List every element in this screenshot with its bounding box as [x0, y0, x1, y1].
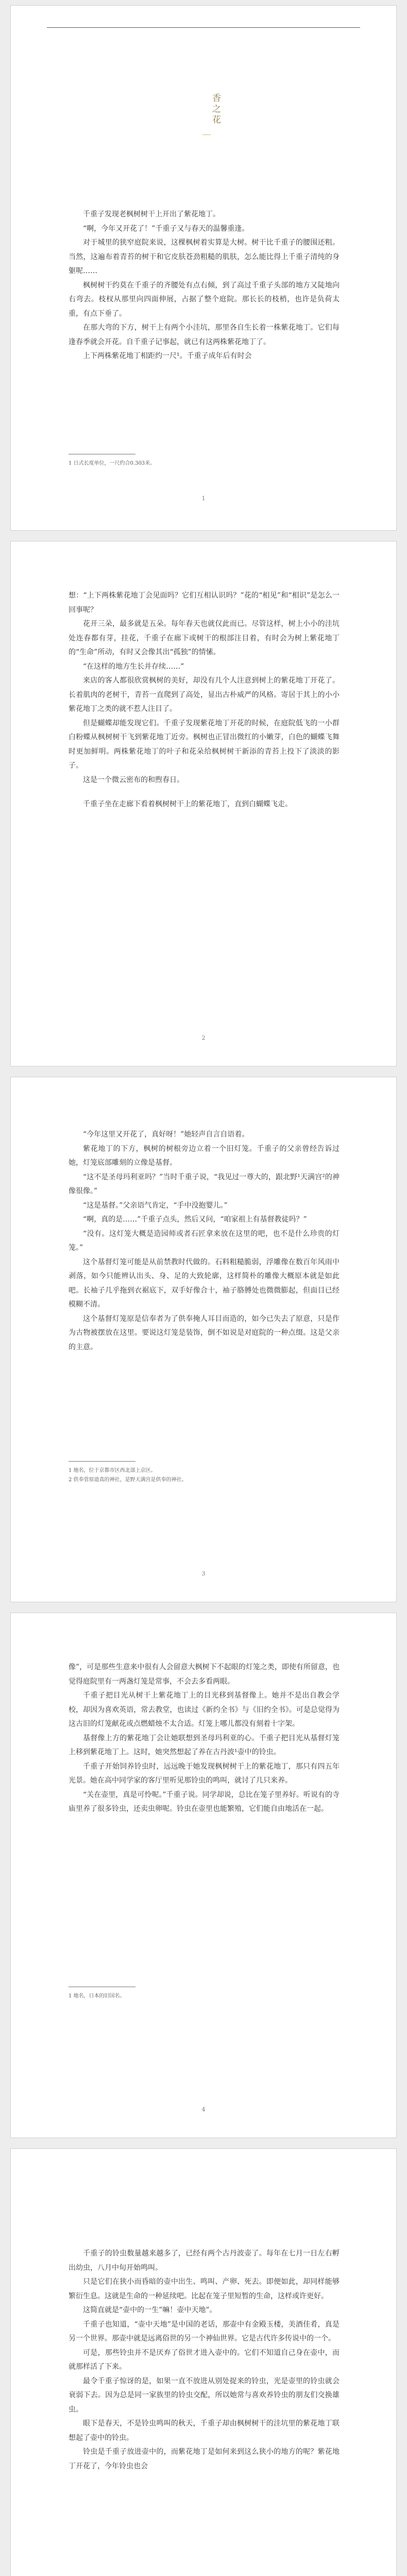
- page-number: 1: [201, 495, 206, 502]
- body-paragraph: 这是一个微云密布的和煦春日。: [83, 775, 184, 784]
- footnote: 1 地名，日本的旧国名。: [69, 1993, 125, 1999]
- page-1: [10, 5, 397, 531]
- footnotes: [69, 1992, 340, 2001]
- body-paragraph: 紫花地丁的下方，枫树的树根旁边立着一个旧灯笼。千重子的父亲曾经告诉过她，灯笼底部雕刻的立像是基督。: [69, 1144, 340, 1167]
- body-paragraph: “啊，今年又开花了！”千重子又与春天的温馨重逢。: [83, 224, 249, 233]
- section-break: [69, 787, 340, 798]
- body-paragraph: 最令千重子惊讶的是，如果一直不放进从别处捉来的铃虫，光是壶里的铃虫就会衰弱下去。因为总是同一家族里的铃虫交配，所以她常与喜欢养铃虫的朋友们交换雄虫。: [69, 2377, 340, 2414]
- body-paragraph: 上下两株紫花地丁相距约一尺¹。千重子成年后有时会: [83, 352, 252, 360]
- body-paragraph: 千重子开始饲养铃虫时，远远晚于她发现枫树树干上的紫花地丁，那只有四五年光景。她在高中同学家的客厅里听见那铃虫的鸣叫，就讨了几只来养。: [69, 1762, 340, 1785]
- body-paragraph: 花开三朵，最多就是五朵。每年春天也就仅此而已。尽管这样，树上小小的洼坑处连春都有芽，挂花，千重子在廊下或树干的根部注目着，有时会为树上紫花地丁的“生命”所动，有时又会像其出“孤独”的情愫。: [69, 620, 340, 656]
- page-2: [10, 541, 397, 1066]
- page-body: [69, 1660, 340, 1817]
- body-paragraph: 千重子也知道，“壶中天地”是中国的老话，那壶中有金殿玉楼，美酒佳肴，真是另一个世界。那壶中就是远离俗世的另一个神仙世界。它是古代许多传说中的一个。: [69, 2320, 340, 2343]
- body-paragraph: 但是蝴蝶却能发现它们。千重子发现紫花地丁开花的时候，在庭院低飞的一小群白粉蝶从枫树树干飞到紫花地丁近旁。枫树也正冒出微红的小嫩芽，白色的蝴蝶飞舞时更加鲜明。两株紫花地丁的叶子和花朵给枫树树干新添的青苔上投下了淡淡的影子。: [69, 719, 340, 770]
- body-paragraph: “今年这里又开花了，真好呀！”她轻声自言自语着。: [83, 1130, 249, 1139]
- footnote: 1 地名，位于京都市区西北部上京区。: [69, 1468, 156, 1473]
- body-paragraph: 这个基督灯笼可能是从前禁教时代做的。石料粗糙脆弱，浮雕像在数百年风雨中剥落，如今只能辨认出头、身、足的大致轮廓，这样简朴的雕像大概原本就是如此吧。长袖子几乎拖到衣裾底下，双手好像合十，袖子胳膊处也微微膨起，但面目已经模糊不清。: [69, 1258, 340, 1309]
- page-body: [69, 589, 340, 812]
- body-paragraph: “关在壶里，真是可怜呢。”千重子说。同学却说，总比在笼子里养好。听说有的寺庙里养了很多铃虫，还卖虫卵呢。铃虫在壶里也能繁殖，它们能自由地活在一起。: [69, 1790, 340, 1813]
- footnote-rule: [69, 1461, 135, 1462]
- body-paragraph: 千重子坐在走廊下看着枫树树干上的紫花地丁，直到白蝴蝶飞走。: [83, 800, 292, 808]
- page-body: [69, 1128, 340, 1354]
- body-paragraph: “这不是圣母玛利亚吗？”当时千重子说，“我见过一尊大的，跟北野¹天满宫²的神像很像。”: [69, 1173, 340, 1195]
- page-3: [10, 1077, 397, 1602]
- body-paragraph: 基督像上方的紫花地丁会让她联想到圣母玛利亚的心。千重子把目光从基督灯笼上移到紫花地丁上。这时，她突然想起了养在古丹波¹壶中的铃虫。: [69, 1734, 340, 1756]
- body-paragraph: 像”，可是那些生意来中很有人会留意大枫树下不起眼的灯笼之类，即使有所留意，也觉得庭院里有一两盏灯笼是常事，不会去多看两眼。: [69, 1663, 340, 1686]
- footnotes: [69, 459, 340, 468]
- body-paragraph: “这是基督。”父亲语气肯定，“手中没抱婴儿。”: [83, 1201, 228, 1210]
- body-paragraph: 来店的客人都很欣赏枫树的美好，却没有几个人注意到树上的紫花地丁开花了。长着肌肉的老树干，青苔一直爬到了高处，显出古朴威严的风格。寄居于其上的小小紫花地丁之类的就不惹人注目了。: [69, 676, 340, 713]
- page-number: 3: [201, 1570, 206, 1577]
- page-body: [69, 2247, 340, 2473]
- body-paragraph: 只是它们在狭小而昏暗的壶中出生、鸣叫、产卵、死去。即便如此，却同样能够繁衍生息。这就是生命的一种延续吧。比起在笼子里短暂的生命，这样或许更好。: [69, 2278, 340, 2300]
- page-number: 4: [201, 2106, 206, 2113]
- body-paragraph: 可是，那些铃虫并不是厌弃了俗世才进入壶中的。它们不知道自己身在壶中，而就那样活了下来。: [69, 2348, 340, 2371]
- body-paragraph: “在这样的地方生长并存续……”: [83, 662, 184, 671]
- body-paragraph: 这个基督灯笼原是信奉者为了供奉掩人耳目而造的，如今已失去了原意，只是作为古物被摆放在这里。要说这灯笼是装饰，倒不如说是对庭院的一种点缀。这是父亲的主意。: [69, 1314, 340, 1351]
- body-paragraph: 枫树树干约莫在千重子的齐腰处有点右倾，到了高过千重子头部的地方又陡地向右弯去。枝杈从那里向四面伸展，占据了整个庭院。那长长的枝梢，也许是负荷太重，有点下垂了。: [69, 281, 340, 318]
- body-paragraph: 千重子发现老枫树树干上开出了紫花地丁。: [83, 210, 220, 218]
- body-paragraph: 想：“上下两株紫花地丁会见面吗？它们互相认识吗？”花的“相见”和“相识”是怎么一回事呢？: [69, 591, 340, 614]
- footnote: 2 供奉菅原道真的神社，是野天满宫是供奉的神社。: [69, 1477, 187, 1483]
- footnotes: [69, 1466, 340, 1485]
- page-number: 2: [201, 1035, 206, 1041]
- footnote: 1 日式长度单位，一尺约合0.303米。: [69, 461, 156, 466]
- body-paragraph: 在那大弯的下方，树干上有两个小洼坑，那里各自生长着一株紫花地丁。它们每逢春季就会开花。自千重子记事起，就已有这两株紫花地丁了。: [69, 324, 340, 346]
- page-body: [69, 208, 340, 364]
- body-paragraph: 铃虫是千重子放进壶中的，而紫花地丁是如何来到这么狭小的地方的呢？紫花地丁开花了，今年铃虫也会: [69, 2448, 340, 2470]
- body-paragraph: 千重子的铃虫数量越来越多了，已经有两个古丹波壶了。每年在七月一日左右孵出幼虫，八月中旬开始鸣叫。: [69, 2249, 340, 2272]
- body-paragraph: 对于城里的狭窄庭院来说，这棵枫树着实算是大树。树干比千重子的腰围还粗。当然，这遍布着青苔的树干和它皮肤苍劲粗糙的肌肤，怎么能比得上千重子清纯的身躯呢……: [69, 239, 340, 275]
- body-paragraph: “啊，真的是……”千重子点头，然后又问，“咱家祖上有基督教徒吗？”: [83, 1215, 307, 1224]
- body-paragraph: 千重子把目光从树干上紫花地丁上的目光移到基督像上。她并不是出自教会学校，却因为喜欢英语，常去教堂，也读过《新约全书》与《旧约全书》。可是总觉得为这古旧的灯笼献花或点燃蜡烛不太合适。灯笼上哪儿都没有刻着十字架。: [69, 1691, 340, 1728]
- page-5: [10, 2148, 397, 2576]
- chapter-title: 香之花: [210, 93, 221, 126]
- header-rule: [47, 27, 360, 28]
- body-paragraph: 这简直就是“壶中的一生”嘛！壶中天地”。: [83, 2306, 217, 2314]
- title-ornament: [202, 134, 211, 135]
- page-4: [10, 1613, 397, 2138]
- body-paragraph: 眼下是春天，不是铃虫鸣叫的秋天，千重子却由枫树树干的洼坑里的紫花地丁联想起了壶中的铃虫。: [69, 2419, 340, 2442]
- body-paragraph: “没有。这灯笼大概是造园师或者石匠拿来放在这里的吧，也不是什么珍贵的灯笼。”: [69, 1229, 340, 1252]
